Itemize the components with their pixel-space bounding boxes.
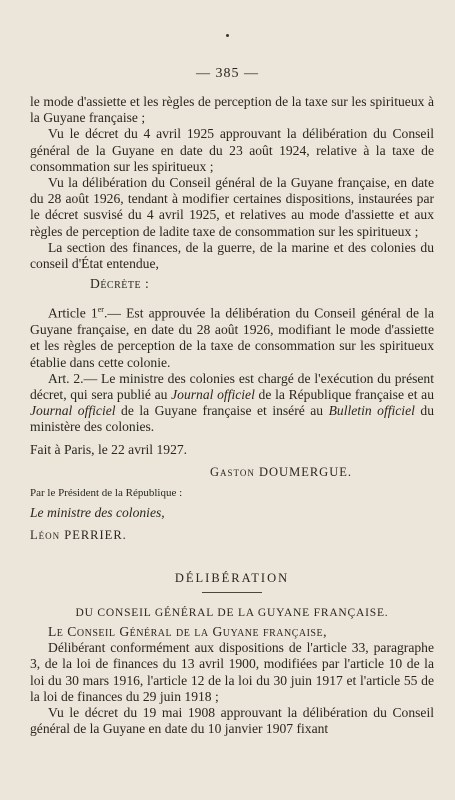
- article-1: [30, 302, 434, 370]
- president-signature: Gaston DOUMERGUE.: [210, 464, 352, 479]
- bulletin-officiel-ref: Bulletin officiel: [328, 403, 415, 419]
- print-mark: [226, 34, 229, 37]
- article-2: [30, 371, 434, 436]
- article-2-text: du ministère des colonies.: [30, 403, 434, 435]
- journal-officiel-ref: Journal officiel: [30, 403, 116, 419]
- article-1-label: Article 1: [48, 305, 98, 321]
- paragraph: Vu le décret du 19 mai 1908 approuvant la délibération du Conseil général de la Guyane en date du 10 janvier 1907 fixant: [30, 705, 434, 737]
- paragraph: Vu la délibération du Conseil général de la Guyane française, en date du 28 août 1926, tendant à modifier certaines dispositions, instaurées par le décret susvisé du 4 avril 1925, et relatives au mode d'assiette et aux règles de perception de ladite taxe de consommation sur les spiritueux ;: [30, 175, 434, 239]
- paragraph: Vu le décret du 4 avril 1925 approuvant la délibération du Conseil général de la Guyane en date du 23 août 1924, relative à la taxe de consommation sur les spiritueux ;: [30, 126, 434, 174]
- title-rule: [202, 592, 262, 593]
- document-body: [30, 94, 434, 737]
- conseil-line: Le Conseil Général de la Guyane française,: [48, 624, 328, 640]
- minister-signature: Léon PERRIER.: [30, 528, 127, 543]
- article-2-text: de la Guyane française et inséré au: [115, 403, 329, 419]
- page-number: — 385 —: [196, 66, 259, 81]
- paragraph: La section des finances, de la guerre, de la marine et des colonies du conseil d'État entendue,: [30, 239, 434, 272]
- deliberation-title: DÉLIBÉRATION: [174, 570, 290, 585]
- article-1-text: .— Est approuvée la délibération du Conseil général de la Guyane française, en date du 28 août 1926, modifiant le mode d'assiette et les règles de perception de la taxe de consommation sur les spiritueux établie dans cette colonie.: [30, 305, 434, 370]
- article-1-sup: er: [97, 305, 104, 315]
- decrete-heading: Décrète :: [90, 276, 150, 292]
- article-2-text: Art. 2.— Le ministre des colonies est chargé de l'exécution du présent décret, qui sera publié au: [30, 370, 434, 402]
- deliberation-subtitle: DU CONSEIL GÉNÉRAL DE LA GUYANE FRANÇAISE.: [75, 606, 389, 619]
- par-le-president: Par le Président de la République :: [30, 487, 183, 499]
- paragraph: le mode d'assiette et les règles de perception de la taxe sur les spiritueux à la Guyane française ;: [30, 94, 434, 126]
- ministre-title: Le ministre des colonies,: [30, 505, 165, 521]
- journal-officiel-ref: Journal officiel: [171, 386, 255, 402]
- date-line: Fait à Paris, le 22 avril 1927.: [30, 441, 188, 457]
- article-2-text: de la République française et au: [254, 386, 435, 402]
- paragraph: Délibérant conformément aux dispositions de l'article 33, paragraphe 3, de la loi de finances du 13 avril 1900, modifiées par l'article 10 de la loi du 30 mars 1916, l'article 12 de la loi du 30 juin 1917 et l'article 55 de la loi de finances du 29 juin 1918 ;: [30, 640, 434, 704]
